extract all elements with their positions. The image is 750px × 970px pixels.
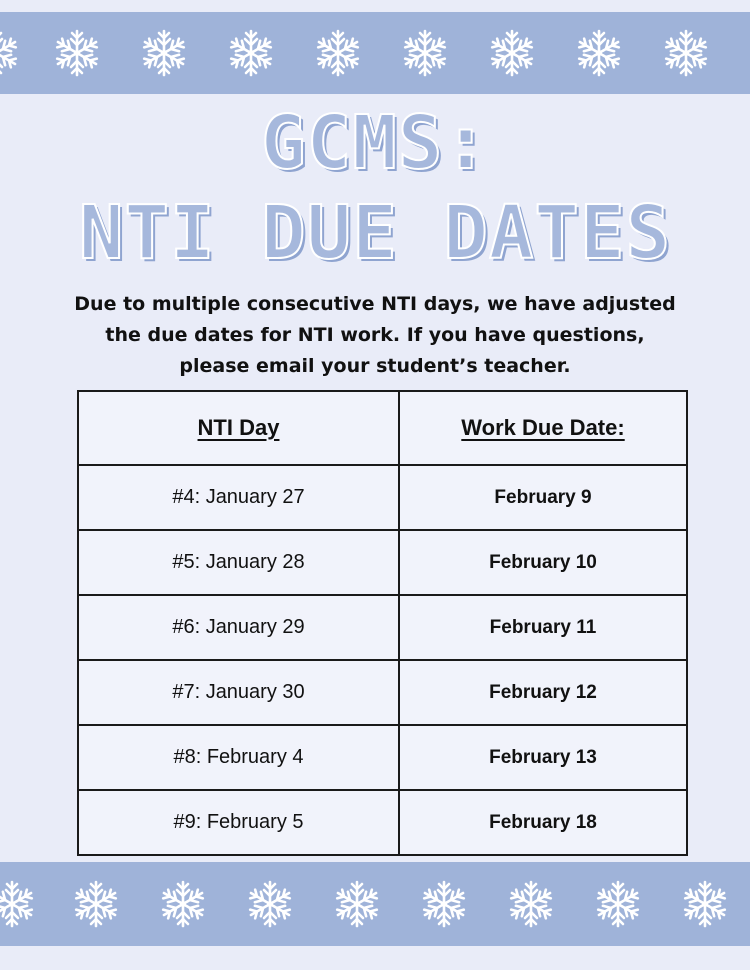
nti-day-cell: #8: February 4	[78, 725, 399, 790]
table-row	[78, 530, 687, 595]
table-row	[78, 595, 687, 660]
due-date-cell: February 12	[399, 660, 687, 725]
snowflake-icon	[0, 882, 34, 926]
header-nti-day: NTI Day	[78, 391, 399, 465]
snowflake-icon	[664, 31, 708, 75]
intro-line-2: the due dates for NTI work. If you have questions,	[105, 324, 645, 346]
table-row	[78, 465, 687, 530]
table-row	[78, 725, 687, 790]
intro-line-3: please email your student’s teacher.	[179, 355, 571, 377]
due-dates-table	[77, 390, 688, 856]
snowflake-icon	[316, 31, 360, 75]
page-title-line-1: GCMS:	[261, 100, 489, 186]
table-row	[78, 790, 687, 855]
snowflake-icon	[142, 31, 186, 75]
snowflake-icon	[335, 882, 379, 926]
bottom-snowflake-band	[0, 862, 750, 946]
due-date-cell: February 9	[399, 465, 687, 530]
snowflake-icon	[490, 31, 534, 75]
snowflake-icon	[55, 31, 99, 75]
page-title-line-2: NTI DUE DATES	[78, 190, 672, 276]
snowflake-icon	[0, 31, 18, 75]
snowflake-icon	[74, 882, 118, 926]
top-snowflake-band	[0, 12, 750, 94]
snowflake-icon	[248, 882, 292, 926]
snowflake-icon	[509, 882, 553, 926]
snowflake-icon	[403, 31, 447, 75]
snowflake-icon	[422, 882, 466, 926]
table-header-row	[78, 391, 687, 465]
nti-day-cell: #4: January 27	[78, 465, 399, 530]
nti-day-cell: #6: January 29	[78, 595, 399, 660]
table-row	[78, 660, 687, 725]
nti-day-cell: #7: January 30	[78, 660, 399, 725]
snowflake-icon	[596, 882, 640, 926]
snowflake-icon	[229, 31, 273, 75]
intro-line-1: Due to multiple consecutive NTI days, we have adjusted	[74, 293, 676, 315]
snowflake-row-top	[0, 12, 750, 94]
header-work-due-date: Work Due Date:	[399, 391, 687, 465]
nti-day-cell: #9: February 5	[78, 790, 399, 855]
snowflake-row-bottom	[0, 862, 750, 946]
intro-paragraph	[60, 289, 690, 382]
due-date-cell: February 10	[399, 530, 687, 595]
nti-day-cell: #5: January 28	[78, 530, 399, 595]
due-date-cell: February 13	[399, 725, 687, 790]
snowflake-icon	[161, 882, 205, 926]
due-date-cell: February 11	[399, 595, 687, 660]
snowflake-icon	[577, 31, 621, 75]
due-date-cell: February 18	[399, 790, 687, 855]
snowflake-icon	[683, 882, 727, 926]
